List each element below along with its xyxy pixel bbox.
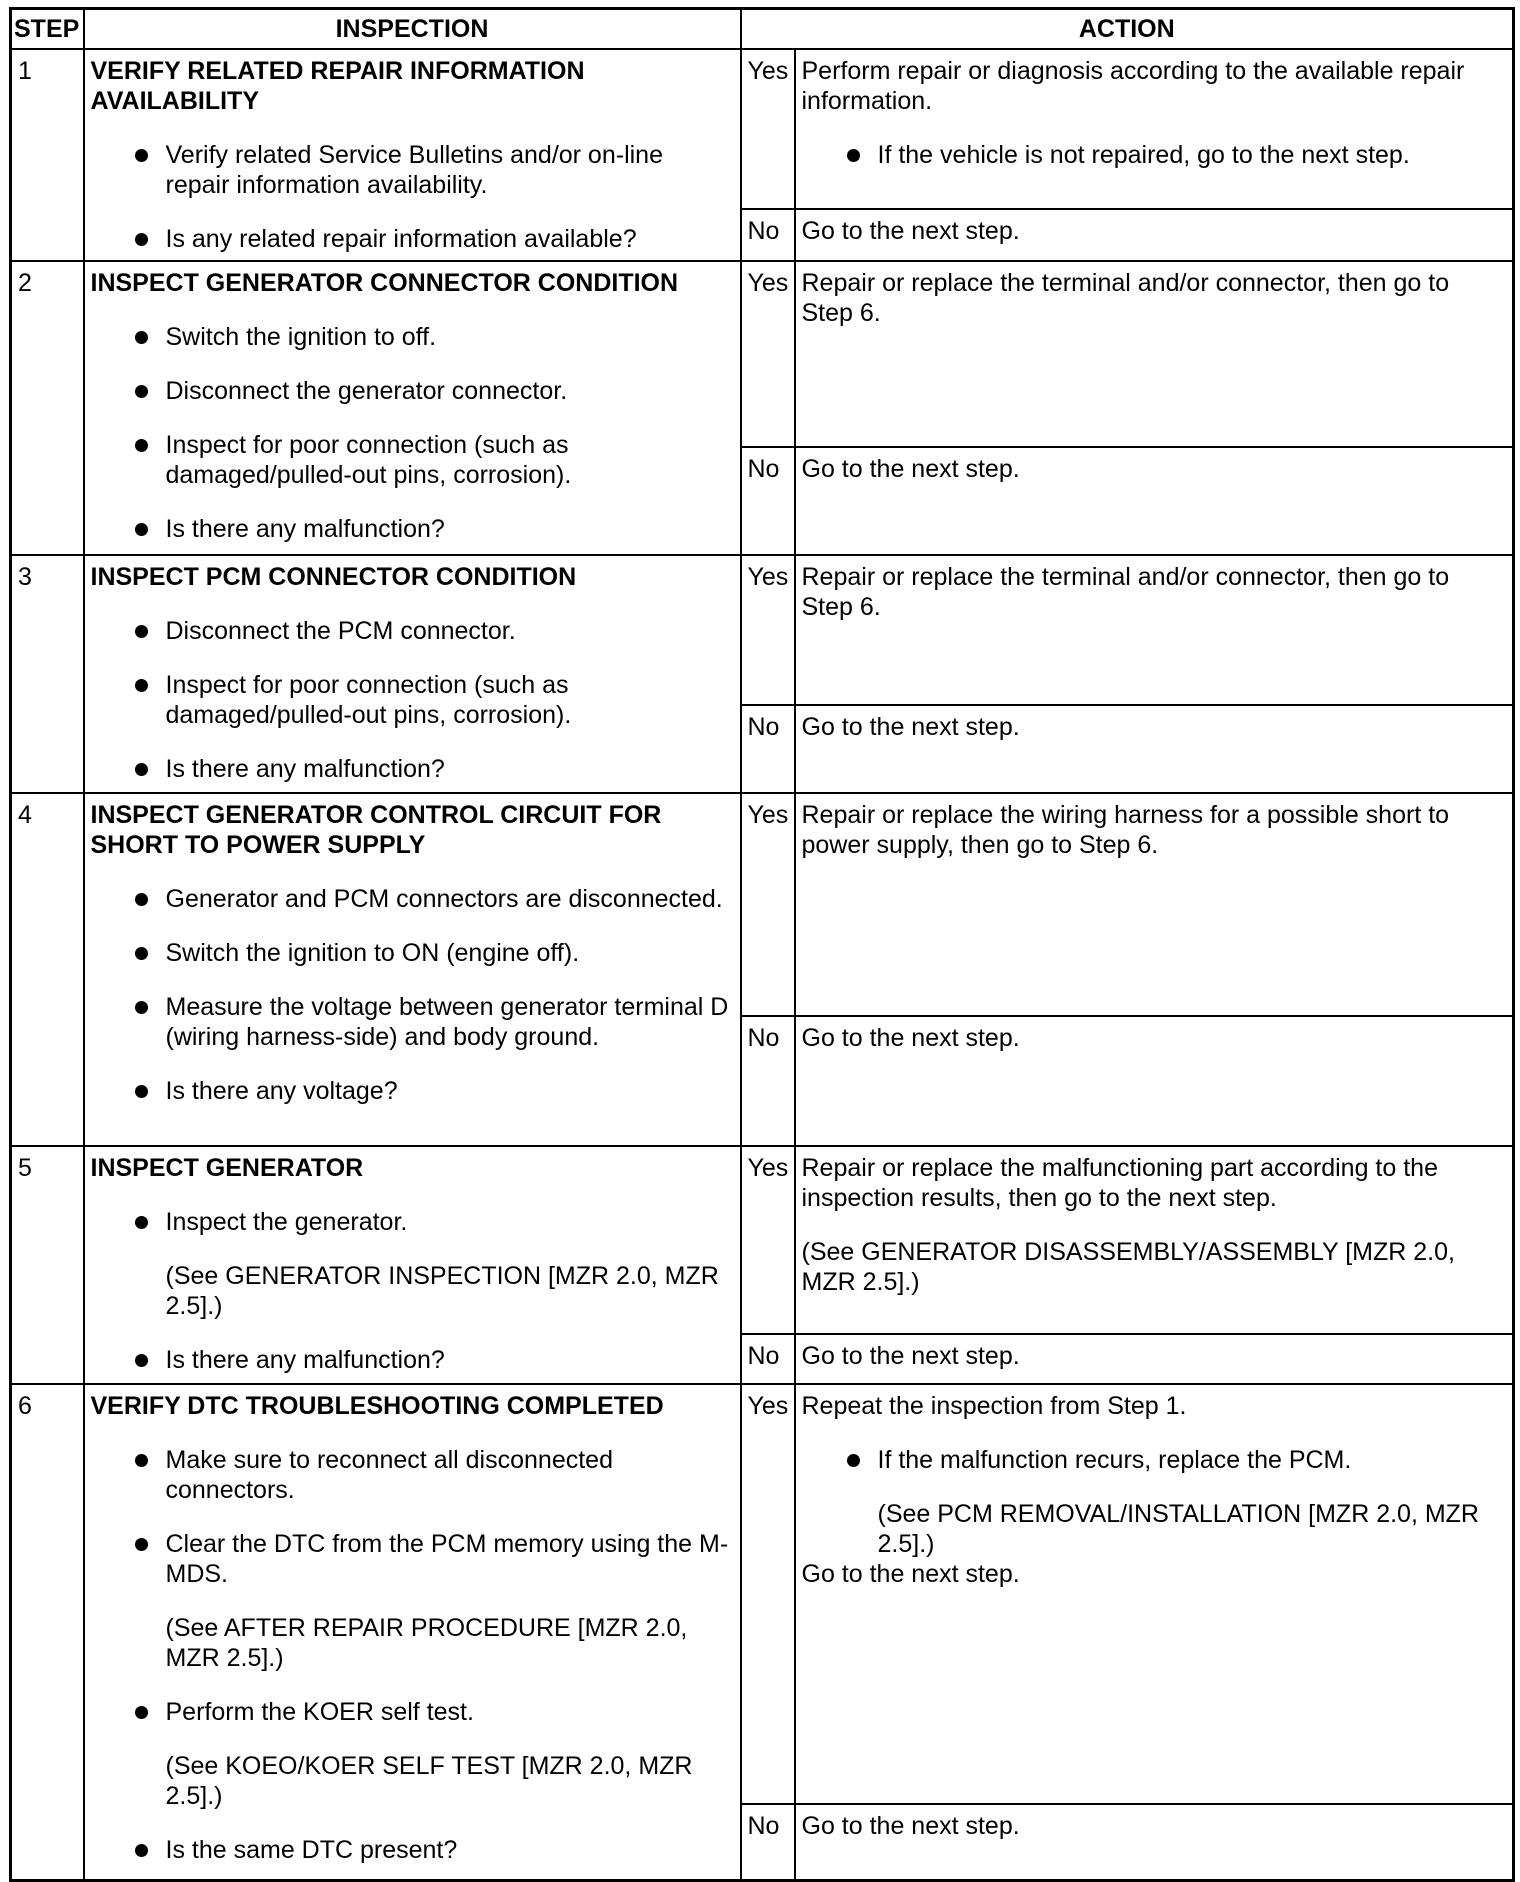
step-number: 4 [11, 793, 84, 1146]
inspection-cell [84, 1384, 741, 1880]
inspection-item [91, 1207, 732, 1321]
troubleshooting-table [9, 7, 1515, 1882]
header-inspection: INSPECTION [84, 9, 741, 50]
inspection-item [91, 1697, 732, 1811]
no-label: No [741, 447, 795, 555]
inspection-list [91, 1207, 732, 1375]
yes-action-cell [795, 1146, 1514, 1334]
inspection-title: INSPECT GENERATOR [90, 1154, 364, 1182]
yes-action-cell [795, 1384, 1514, 1804]
inspection-cell [84, 261, 741, 555]
action-text: Repeat the inspection from Step 1. [801, 1392, 1187, 1420]
no-action-cell: Go to the next step. [795, 1334, 1514, 1384]
inspection-item-note: (See KOEO/KOER SELF TEST [MZR 2.0, MZR 2.5].) [165, 1752, 693, 1810]
action-item [802, 1445, 1505, 1559]
inspection-title: INSPECT GENERATOR CONNECTOR CONDITION [90, 269, 679, 297]
yes-label: Yes [741, 261, 795, 447]
action-list [802, 1445, 1505, 1559]
inspection-item: Generator and PCM connectors are disconnected. [91, 884, 732, 914]
no-label: No [741, 705, 795, 793]
no-label: No [741, 1334, 795, 1384]
step-number: 2 [11, 261, 84, 555]
action-item: If the vehicle is not repaired, go to the next step. [802, 140, 1505, 170]
inspection-list [91, 1445, 732, 1865]
action-text: Repair or replace the malfunctioning part according to the inspection results, then go to the next step. [801, 1154, 1438, 1212]
yes-label: Yes [741, 793, 795, 1016]
step-number: 6 [11, 1384, 84, 1880]
inspection-item [91, 1529, 732, 1673]
header-step: STEP [11, 9, 84, 50]
header-action: ACTION [741, 9, 1514, 50]
yes-action-cell: Repair or replace the wiring harness for a possible short to power supply, then go to Step 6. [795, 793, 1514, 1016]
inspection-list [91, 884, 732, 1106]
inspection-title: VERIFY DTC TROUBLESHOOTING COMPLETED [90, 1392, 664, 1420]
inspection-item: Make sure to reconnect all disconnected connectors. [91, 1445, 732, 1505]
inspection-list [91, 322, 732, 544]
no-action-cell: Go to the next step. [795, 705, 1514, 793]
step-row-2-yes [11, 261, 1514, 447]
action-list [802, 140, 1505, 170]
inspection-item: Switch the ignition to off. [91, 322, 732, 352]
inspection-item: Is there any malfunction? [91, 1345, 732, 1375]
step-row-6-yes [11, 1384, 1514, 1804]
step-number: 5 [11, 1146, 84, 1384]
no-action-cell: Go to the next step. [795, 1804, 1514, 1880]
inspection-item: Is there any voltage? [91, 1076, 732, 1106]
inspection-item: Is any related repair information available? [91, 224, 732, 254]
yes-action-cell: Repair or replace the terminal and/or connector, then go to Step 6. [795, 555, 1514, 705]
inspection-item: Inspect for poor connection (such as damaged/pulled-out pins, corrosion). [91, 430, 732, 490]
inspection-cell [84, 1146, 741, 1384]
no-label: No [741, 1804, 795, 1880]
inspection-title: VERIFY RELATED REPAIR INFORMATION AVAILABILITY [90, 57, 585, 115]
no-label: No [741, 209, 795, 261]
action-text-2: Go to the next step. [801, 1560, 1020, 1588]
inspection-cell [84, 555, 741, 793]
inspection-cell [84, 49, 741, 261]
inspection-list [91, 616, 732, 784]
inspection-title: INSPECT PCM CONNECTOR CONDITION [90, 563, 577, 591]
action-item-text: If the malfunction recurs, replace the PCM. [877, 1446, 1352, 1474]
step-row-3-yes [11, 555, 1514, 705]
inspection-item: Verify related Service Bulletins and/or on-line repair information availability. [91, 140, 732, 200]
step-row-5-yes [11, 1146, 1514, 1334]
inspection-list [91, 140, 732, 254]
inspection-item: Is there any malfunction? [91, 754, 732, 784]
inspection-item: Switch the ignition to ON (engine off). [91, 938, 732, 968]
inspection-item: Measure the voltage between generator terminal D (wiring harness-side) and body ground. [91, 992, 732, 1052]
no-action-cell: Go to the next step. [795, 209, 1514, 261]
action-note: (See GENERATOR DISASSEMBLY/ASSEMBLY [MZR 2.0, MZR 2.5].) [801, 1238, 1455, 1296]
inspection-item: Disconnect the PCM connector. [91, 616, 732, 646]
no-label: No [741, 1016, 795, 1146]
inspection-cell [84, 793, 741, 1146]
inspection-item: Is the same DTC present? [91, 1835, 732, 1865]
action-item-note: (See PCM REMOVAL/INSTALLATION [MZR 2.0, MZR 2.5].) [877, 1500, 1479, 1558]
inspection-item: Is there any malfunction? [91, 514, 732, 544]
step-number: 1 [11, 49, 84, 261]
inspection-item-text: Perform the KOER self test. [165, 1698, 474, 1726]
yes-action-cell: Repair or replace the terminal and/or connector, then go to Step 6. [795, 261, 1514, 447]
inspection-item-note: (See AFTER REPAIR PROCEDURE [MZR 2.0, MZR 2.5].) [165, 1614, 688, 1672]
no-action-cell: Go to the next step. [795, 1016, 1514, 1146]
no-action-cell: Go to the next step. [795, 447, 1514, 555]
yes-action-cell [795, 49, 1514, 209]
yes-label: Yes [741, 1146, 795, 1334]
step-number: 3 [11, 555, 84, 793]
yes-label: Yes [741, 49, 795, 209]
step-row-1-yes [11, 49, 1514, 209]
yes-label: Yes [741, 555, 795, 705]
inspection-item-text: Inspect the generator. [165, 1208, 408, 1236]
inspection-item: Inspect for poor connection (such as damaged/pulled-out pins, corrosion). [91, 670, 732, 730]
action-text: Perform repair or diagnosis according to the available repair information. [801, 57, 1465, 115]
inspection-title: INSPECT GENERATOR CONTROL CIRCUIT FOR SHORT TO POWER SUPPLY [90, 801, 662, 859]
yes-label: Yes [741, 1384, 795, 1804]
inspection-item-note: (See GENERATOR INSPECTION [MZR 2.0, MZR 2.5].) [165, 1262, 719, 1320]
inspection-item: Disconnect the generator connector. [91, 376, 732, 406]
inspection-item-text: Clear the DTC from the PCM memory using the M-MDS. [165, 1530, 729, 1588]
header-row [11, 9, 1514, 50]
step-row-4-yes [11, 793, 1514, 1016]
